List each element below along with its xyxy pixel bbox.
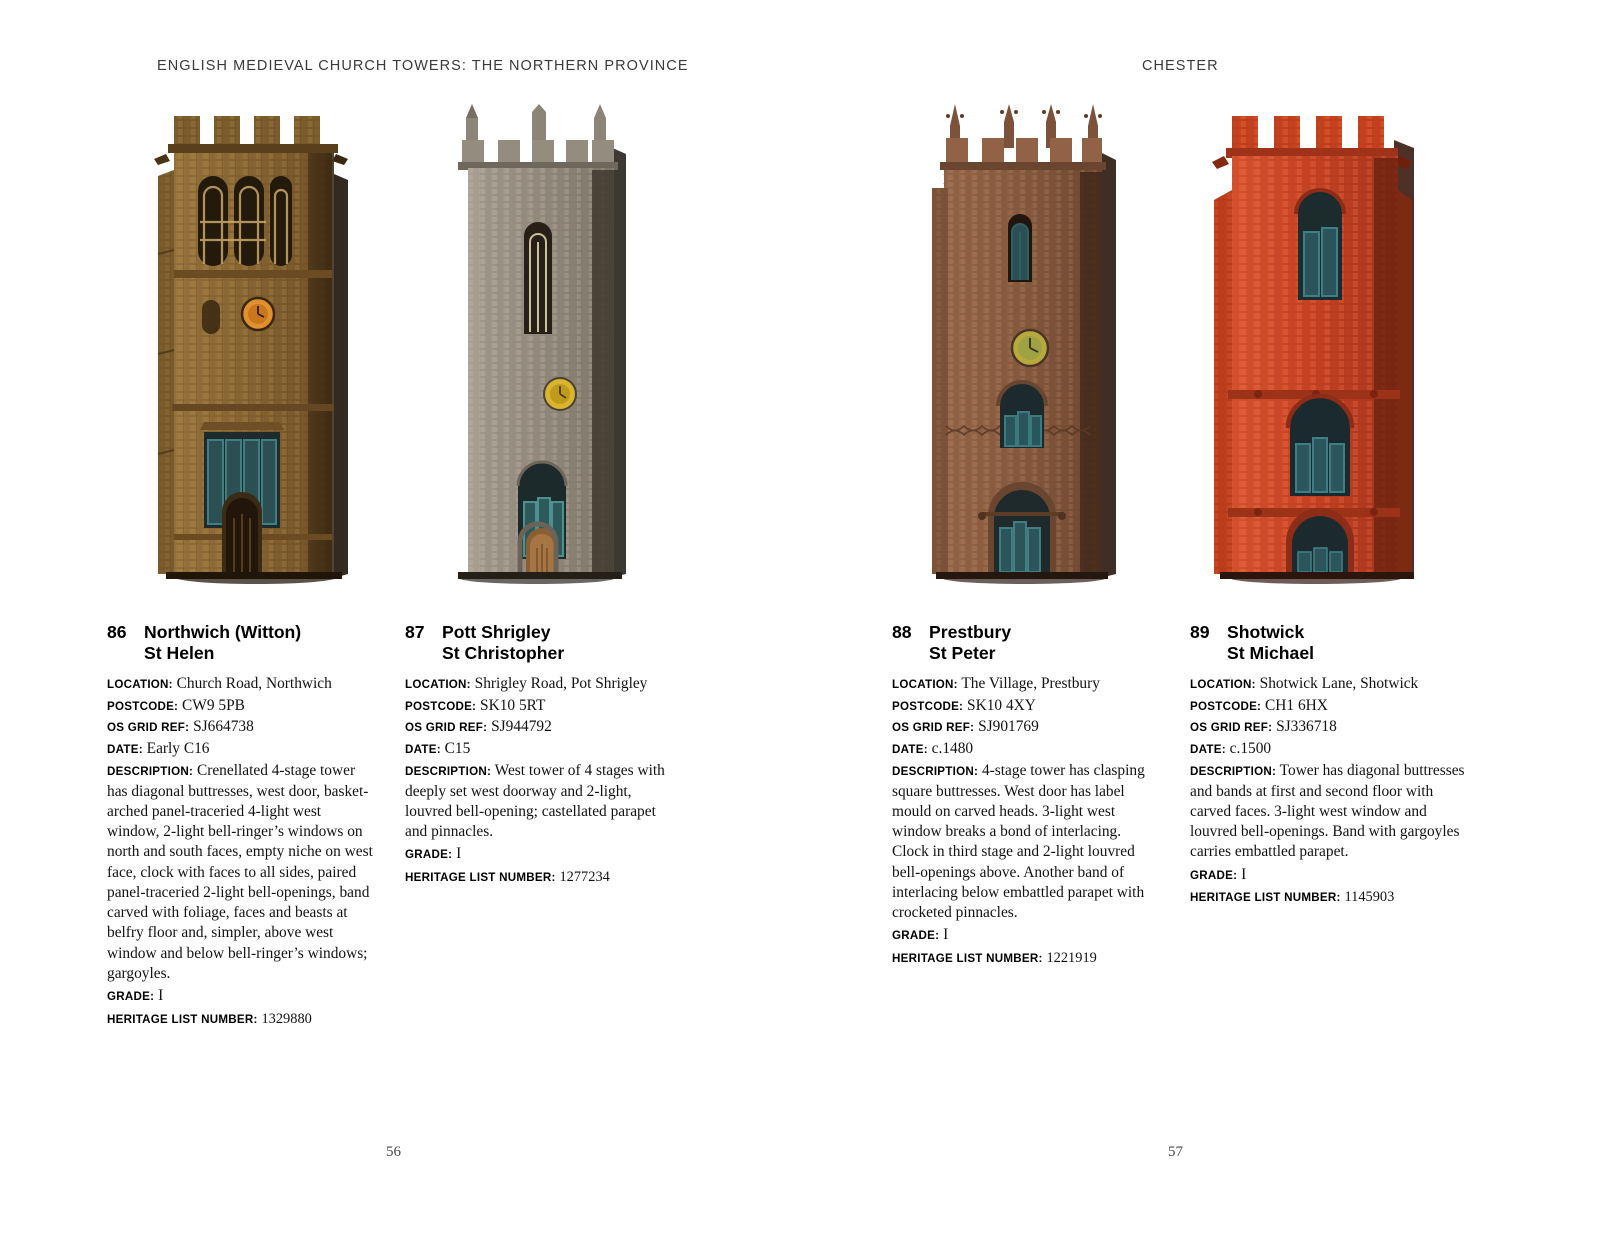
label-heritage: HERITAGE LIST NUMBER: <box>1190 891 1341 905</box>
label-description: DESCRIPTION: <box>892 765 979 779</box>
value-date: Early C16 <box>146 740 210 758</box>
entry-86-grade <box>107 986 375 1006</box>
label-description: DESCRIPTION: <box>1190 765 1277 779</box>
label-date: DATE: <box>892 743 928 757</box>
entry-87-heritage <box>405 867 673 887</box>
label-grid-ref: OS GRID REF: <box>405 721 488 735</box>
value-heritage: 1221919 <box>1046 950 1097 967</box>
value-heritage: 1277234 <box>559 869 610 886</box>
entry-86 <box>107 622 375 1031</box>
label-description: DESCRIPTION: <box>405 765 492 779</box>
value-location: Shrigley Road, Pot Shrigley <box>474 674 648 692</box>
right-plates <box>800 104 1600 594</box>
label-heritage: HERITAGE LIST NUMBER: <box>405 871 556 885</box>
running-head-left: ENGLISH MEDIEVAL CHURCH TOWERS: THE NORTHERN PROVINCE <box>157 58 689 74</box>
entry-87-description <box>405 761 673 842</box>
entry-86-postcode <box>107 696 375 716</box>
value-grid-ref: SJ901769 <box>978 718 1039 736</box>
label-grade: GRADE: <box>1190 868 1238 882</box>
label-grid-ref: OS GRID REF: <box>1190 721 1273 735</box>
entry-88-date <box>892 739 1160 759</box>
entry-86-heading <box>107 622 375 665</box>
label-postcode: POSTCODE: <box>405 699 477 713</box>
entry-88-number: 88 <box>892 622 912 642</box>
label-location: LOCATION: <box>1190 677 1256 691</box>
value-location: The Village, Prestbury <box>961 674 1100 692</box>
label-date: DATE: <box>107 743 143 757</box>
entry-86-location <box>107 674 375 694</box>
entry-86-dedication: St Helen <box>144 643 215 664</box>
entry-89-grid-ref <box>1190 717 1468 737</box>
left-plates <box>0 104 800 594</box>
entry-88-heading <box>892 622 1160 665</box>
entry-88-postcode <box>892 696 1160 716</box>
value-grid-ref: SJ336718 <box>1276 718 1337 736</box>
folio-left: 56 <box>386 1144 401 1160</box>
label-date: DATE: <box>1190 743 1226 757</box>
label-location: LOCATION: <box>107 677 173 691</box>
entry-87-names <box>442 622 564 665</box>
entry-89-dedication: St Michael <box>1227 643 1315 664</box>
value-grid-ref: SJ664738 <box>193 718 254 736</box>
running-head-right: CHESTER <box>1142 58 1219 74</box>
entry-88-heritage <box>892 948 1160 968</box>
illustration-pott-shrigley <box>432 104 657 594</box>
value-date: c.1500 <box>1229 740 1272 758</box>
value-date: c.1480 <box>931 740 974 758</box>
entry-88 <box>892 622 1160 970</box>
label-grid-ref: OS GRID REF: <box>107 721 190 735</box>
entry-87-grade <box>405 844 673 864</box>
value-grid-ref: SJ944792 <box>491 718 552 736</box>
entry-87-heading <box>405 622 673 665</box>
folio-right: 57 <box>1168 1144 1183 1160</box>
value-date: C15 <box>444 740 471 758</box>
entry-87-postcode <box>405 696 673 716</box>
value-postcode: CH1 6HX <box>1265 696 1328 714</box>
value-grade: I <box>158 987 164 1005</box>
entry-87-date <box>405 739 673 759</box>
label-heritage: HERITAGE LIST NUMBER: <box>892 952 1043 966</box>
entry-87-number: 87 <box>405 622 425 642</box>
label-postcode: POSTCODE: <box>1190 699 1262 713</box>
label-description: DESCRIPTION: <box>107 765 194 779</box>
value-postcode: SK10 5RT <box>480 696 546 714</box>
entry-89-postcode <box>1190 696 1468 716</box>
label-grid-ref: OS GRID REF: <box>892 721 975 735</box>
value-location: Church Road, Northwich <box>176 674 332 692</box>
value-description: Crenellated 4-stage tower has diagonal buttresses, west door, basket-arched panel-traceried 4-light west window, 2-light bell-ringer’s windows on north and south faces, empty niche on west face, clock with faces to all sides, paired panel-traceried 2-light bell-openings, band carved with foliage, faces and beasts at belfry floor and, simpler, above west window and below bell-ringer’s windows; gargoyles. <box>107 762 373 982</box>
label-postcode: POSTCODE: <box>107 699 179 713</box>
entry-89-heading <box>1190 622 1468 665</box>
entry-89-location <box>1190 674 1468 694</box>
entry-87-place: Pott Shrigley <box>442 622 551 642</box>
value-postcode: SK10 4XY <box>967 696 1036 714</box>
entry-88-dedication: St Peter <box>929 643 996 664</box>
entry-86-place: Northwich (Witton) <box>144 622 302 642</box>
value-grade: I <box>456 845 462 863</box>
entry-88-location <box>892 674 1160 694</box>
label-location: LOCATION: <box>405 677 471 691</box>
value-description: 4-stage tower has clasping square buttresses. West door has label mould on carved heads. 3-light west window breaks a bond of interlacing. Clock in third stage and 2-light louvred bell-openings above. Another band of interlacing below embattled parapet with crocketed pinnacles. <box>892 762 1145 922</box>
entry-86-number: 86 <box>107 622 127 642</box>
entry-86-names <box>144 622 301 665</box>
entry-88-grade <box>892 925 1160 945</box>
entry-87 <box>405 622 673 889</box>
illustration-shotwick <box>1198 104 1443 594</box>
value-location: Shotwick Lane, Shotwick <box>1259 674 1419 692</box>
value-postcode: CW9 5PB <box>182 696 245 714</box>
entry-89-place: Shotwick <box>1227 622 1305 642</box>
value-heritage: 1329880 <box>261 1010 312 1027</box>
entry-89-date <box>1190 739 1468 759</box>
label-date: DATE: <box>405 743 441 757</box>
entry-89-heritage <box>1190 887 1468 907</box>
label-location: LOCATION: <box>892 677 958 691</box>
entry-89-number: 89 <box>1190 622 1210 642</box>
entry-89-names <box>1227 622 1314 665</box>
entry-86-grid-ref <box>107 717 375 737</box>
entry-87-dedication: St Christopher <box>442 643 565 664</box>
value-grade: I <box>943 926 949 944</box>
right-page <box>800 0 1600 1234</box>
entry-89-grade <box>1190 865 1468 885</box>
entry-87-location <box>405 674 673 694</box>
value-description: Tower has diagonal buttresses and bands at first and second floor with carved faces. 3-light west window and louvred bell-openings. Band with gargoyles carries embattled parapet. <box>1190 762 1465 861</box>
entry-88-names <box>929 622 1011 665</box>
entry-88-place: Prestbury <box>929 622 1012 642</box>
entry-89-description <box>1190 761 1468 862</box>
label-postcode: POSTCODE: <box>892 699 964 713</box>
label-grade: GRADE: <box>892 929 940 943</box>
value-heritage: 1145903 <box>1344 889 1395 906</box>
label-grade: GRADE: <box>107 990 155 1004</box>
label-grade: GRADE: <box>405 848 453 862</box>
illustration-prestbury <box>912 104 1147 594</box>
value-grade: I <box>1241 865 1247 883</box>
entry-86-description <box>107 761 375 984</box>
entry-88-grid-ref <box>892 717 1160 737</box>
entry-86-date <box>107 739 375 759</box>
entry-89 <box>1190 622 1468 909</box>
entry-86-heritage <box>107 1009 375 1029</box>
label-heritage: HERITAGE LIST NUMBER: <box>107 1012 258 1026</box>
entry-88-description <box>892 761 1160 923</box>
entry-87-grid-ref <box>405 717 673 737</box>
value-description: West tower of 4 stages with deeply set west doorway and 2-light, louvred bell-opening; castellated parapet and pinnacles. <box>405 762 665 841</box>
illustration-northwich-witton <box>138 104 368 594</box>
